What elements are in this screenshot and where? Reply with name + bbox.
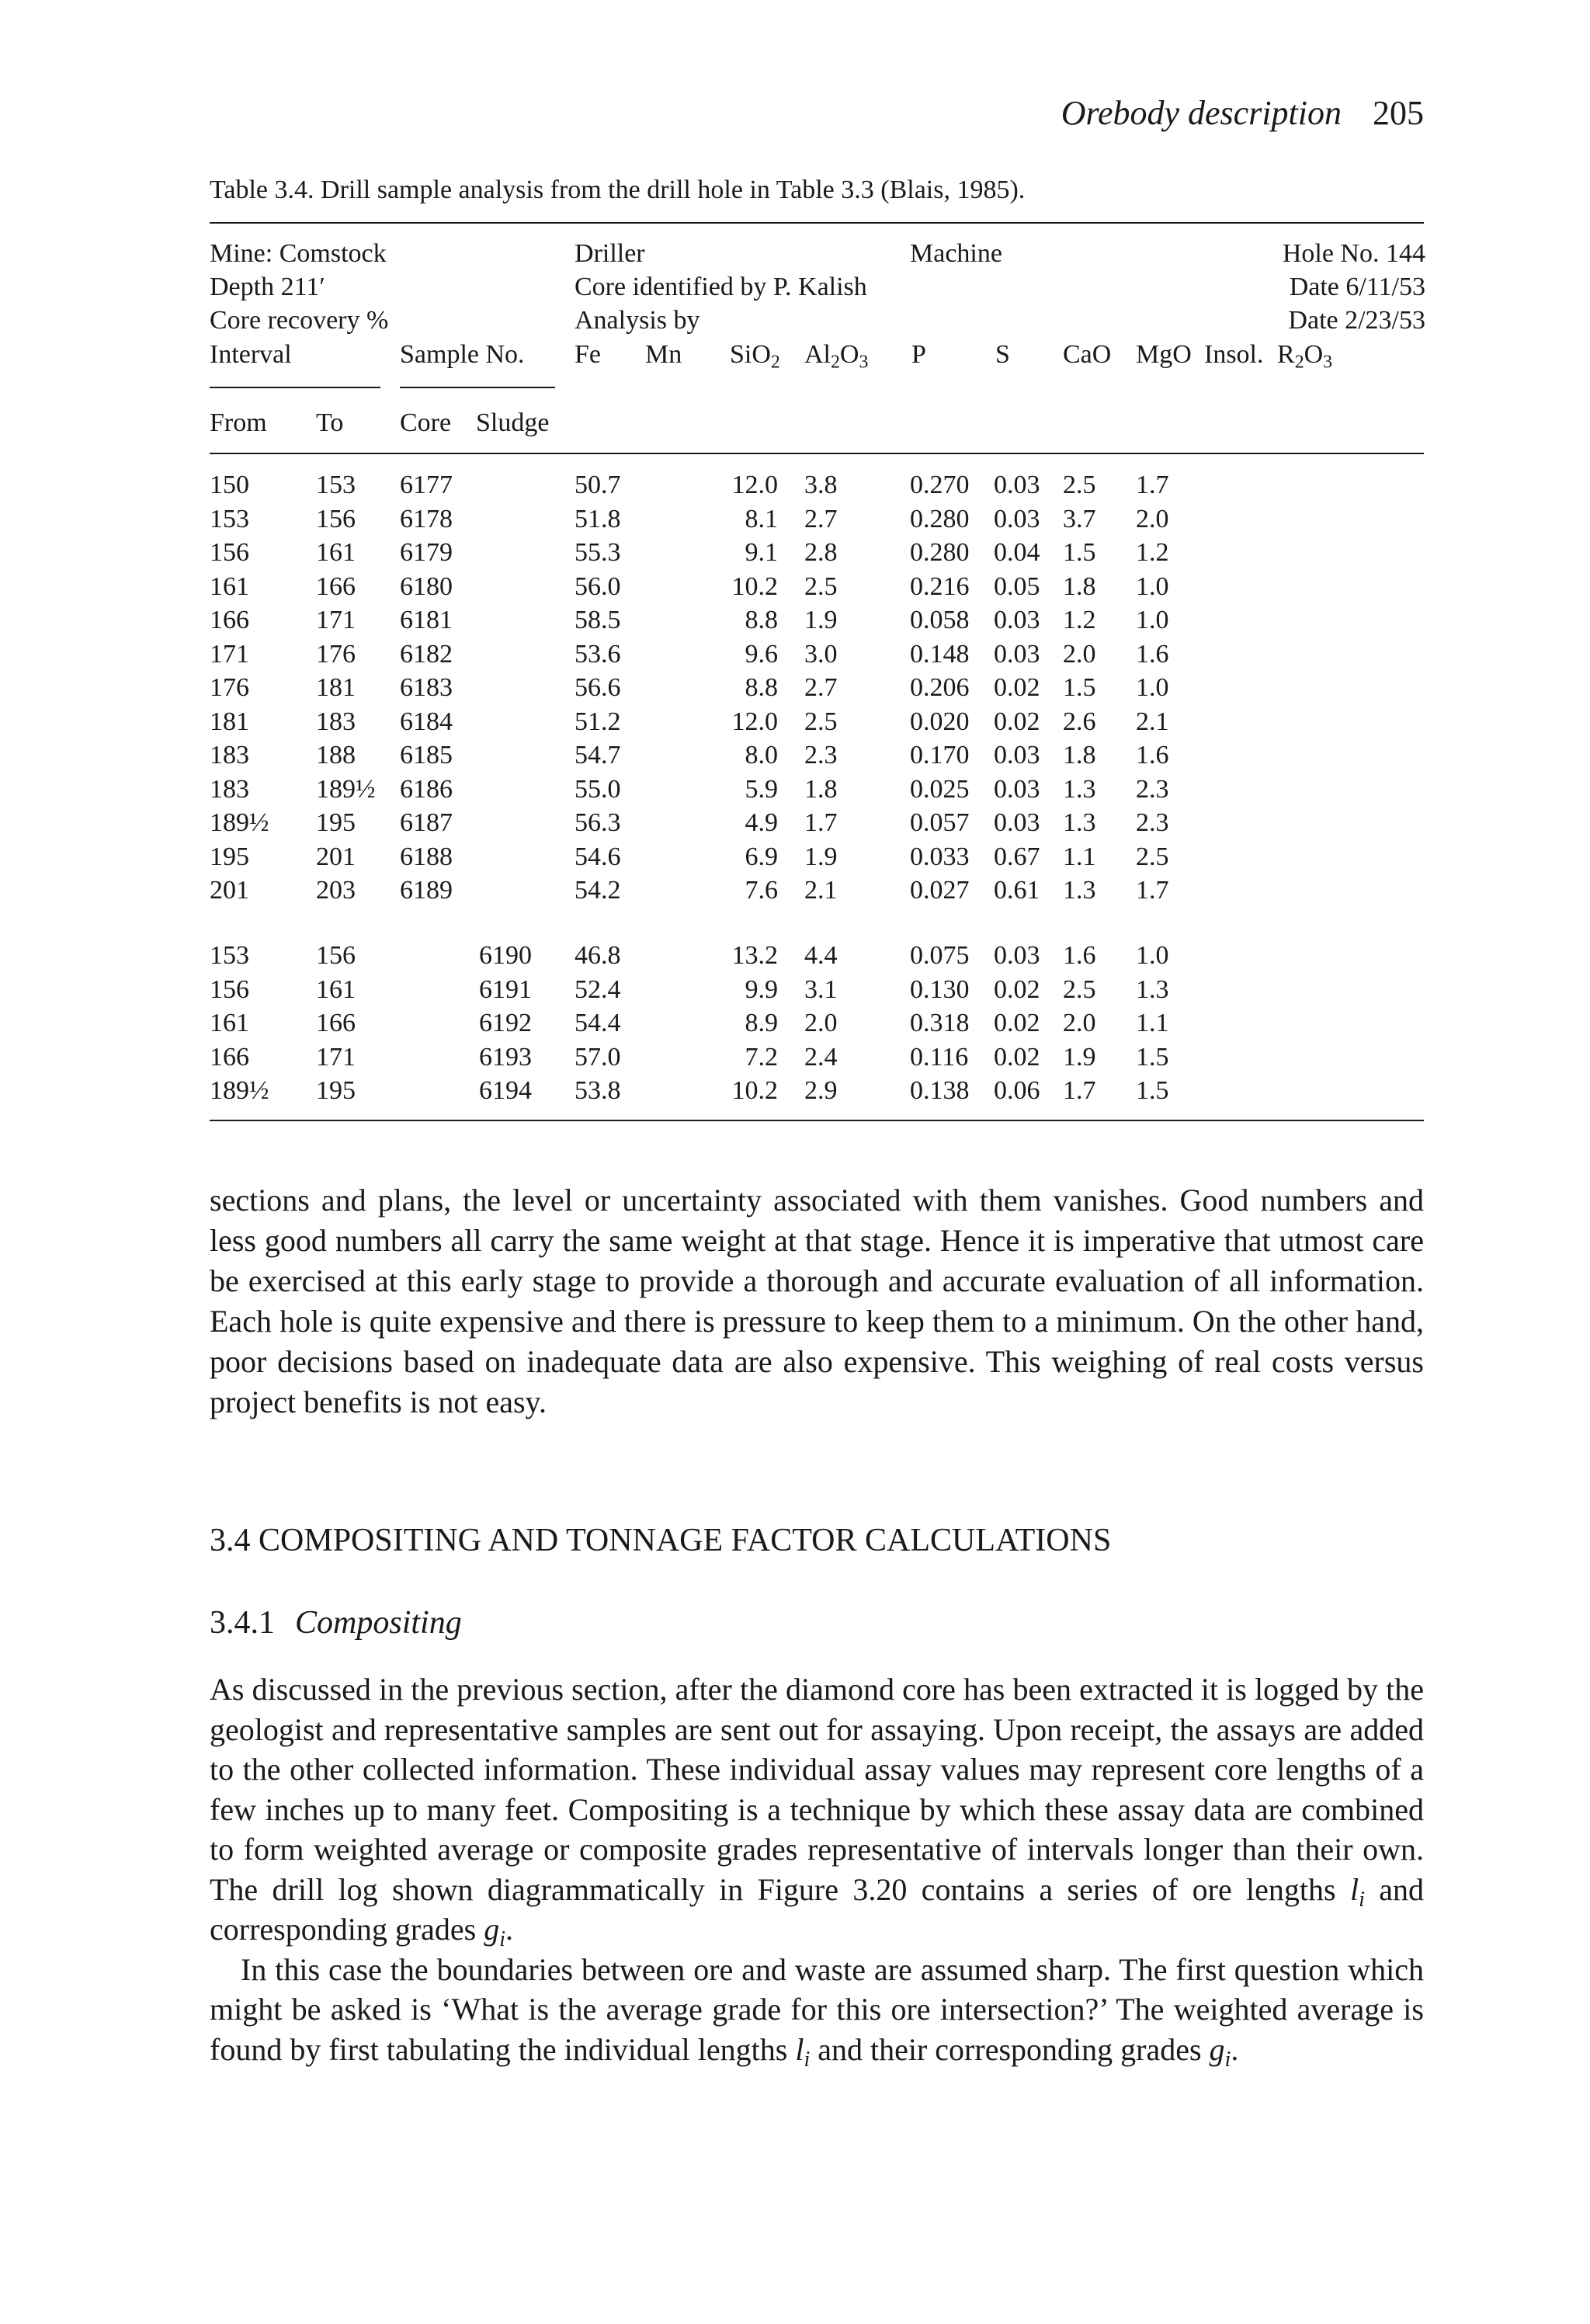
cell-to: 153	[316, 471, 356, 499]
cell-s: 0.67	[994, 842, 1040, 871]
cell-p: 0.025	[910, 775, 970, 804]
cell-al2o3: 3.1	[804, 975, 838, 1004]
cell-s: 0.02	[994, 707, 1040, 736]
depth-label: Depth 211′	[210, 273, 325, 301]
cell-to: 195	[316, 1076, 356, 1105]
cell-s: 0.03	[994, 775, 1040, 804]
cell-mgo: 1.1	[1136, 1009, 1169, 1037]
cell-al2o3: 2.8	[804, 538, 838, 567]
cell-from: 201	[210, 876, 249, 905]
cell-p: 0.280	[910, 538, 970, 567]
cell-sample: 6192	[479, 1009, 532, 1037]
cell-fe: 54.6	[575, 842, 621, 871]
hole-no-label: Hole No. 144	[1282, 239, 1425, 268]
cell-al2o3: 2.5	[804, 707, 838, 736]
col-from: From	[210, 408, 267, 437]
cell-al2o3: 1.9	[804, 606, 838, 634]
cell-al2o3: 2.5	[804, 572, 838, 601]
cell-al2o3: 4.4	[804, 941, 838, 970]
cell-to: 156	[316, 941, 356, 970]
cell-from: 161	[210, 572, 249, 601]
cell-cao: 1.9	[1063, 1043, 1096, 1072]
cell-sample: 6186	[400, 775, 453, 804]
cell-p: 0.075	[910, 941, 970, 970]
driller-label: Driller	[575, 239, 645, 268]
cell-mgo: 1.0	[1136, 941, 1169, 970]
table-bottom-rule	[210, 1120, 1424, 1121]
col-al2o3: $Al_2O_3$	[804, 340, 869, 373]
cell-s: 0.03	[994, 941, 1040, 970]
cell-s: 0.03	[994, 606, 1040, 634]
cell-al2o3: 2.7	[804, 673, 838, 702]
cell-mgo: 1.6	[1136, 741, 1169, 769]
cell-to: 188	[316, 741, 356, 769]
cell-s: 0.03	[994, 505, 1040, 533]
cell-cao: 1.7	[1063, 1076, 1096, 1105]
cell-sio2: 9.1	[745, 538, 778, 567]
core-recovery-label: Core recovery %	[210, 306, 389, 335]
cell-p: 0.138	[910, 1076, 970, 1105]
cell-to: 181	[316, 673, 356, 702]
body-text-compositing	[210, 1669, 1425, 2072]
cell-al2o3: 2.9	[804, 1076, 838, 1105]
cell-s: 0.61	[994, 876, 1040, 905]
cell-to: 166	[316, 572, 356, 601]
cell-sio2: 12.0	[731, 471, 778, 499]
cell-from: 156	[210, 975, 249, 1004]
cell-p: 0.027	[910, 876, 970, 905]
cell-sample: 6178	[400, 505, 453, 533]
col-sample-no: Sample No.	[400, 340, 525, 369]
cell-mgo: 1.0	[1136, 572, 1169, 601]
cell-cao: 1.3	[1063, 876, 1096, 905]
cell-to: 171	[316, 606, 356, 634]
cell-cao: 2.0	[1063, 1009, 1096, 1037]
cell-cao: 3.7	[1063, 505, 1096, 533]
body-text-continued	[210, 1180, 1424, 1423]
cell-s: 0.02	[994, 975, 1040, 1004]
cell-al2o3: 3.0	[804, 640, 838, 669]
cell-sample: 6179	[400, 538, 453, 567]
cell-sio2: 10.2	[731, 1076, 778, 1105]
cell-sio2: 8.8	[745, 673, 778, 702]
cell-s: 0.03	[994, 741, 1040, 769]
cell-sample: 6187	[400, 808, 453, 837]
machine-label: Machine	[910, 239, 1002, 268]
cell-cao: 1.3	[1063, 775, 1096, 804]
cell-to: 201	[316, 842, 356, 871]
cell-fe: 50.7	[575, 471, 621, 499]
analysis-by-label: Analysis by	[575, 306, 700, 335]
cell-mgo: 2.5	[1136, 842, 1169, 871]
cell-cao: 2.0	[1063, 640, 1096, 669]
cell-sio2: 7.2	[745, 1043, 778, 1072]
date-1-label: Date 6/11/53	[1289, 273, 1425, 301]
col-sio2: SiO$_2$	[730, 340, 780, 373]
cell-s: 0.02	[994, 1043, 1040, 1072]
col-mgo: MgO	[1136, 340, 1192, 369]
cell-fe: 56.3	[575, 808, 621, 837]
paragraph-3: In this case the boundaries between ore and waste are assumed sharp. The first question which might be asked is ‘What is the average grade for this ore intersection?’ The weighted average is found by first tabulating the individual lengths $l_i$ and their corresponding grades $g_i$.	[210, 1951, 1424, 2072]
cell-sample: 6177	[400, 471, 453, 499]
cell-sample: 6191	[479, 975, 532, 1004]
cell-sample: 6183	[400, 673, 453, 702]
cell-sio2: 8.0	[745, 741, 778, 769]
cell-s: 0.06	[994, 1076, 1040, 1105]
col-fe: Fe	[575, 340, 601, 369]
cell-cao: 1.5	[1063, 673, 1096, 702]
cell-cao: 1.2	[1063, 606, 1096, 634]
cell-from: 189½	[210, 1076, 269, 1105]
cell-from: 166	[210, 606, 249, 634]
cell-sample: 6185	[400, 741, 453, 769]
cell-mgo: 1.6	[1136, 640, 1169, 669]
cell-from: 153	[210, 941, 249, 970]
cell-fe: 55.0	[575, 775, 621, 804]
col-to: To	[316, 408, 344, 437]
paragraph-1: sections and plans, the level or uncertainty associated with them vanishes. Good numbers and less good numbers all carry the same weight at that stage. Hence it is imperative that utmost care be exercised at this early stage to provide a thorough and accurate evaluation of all information. Each hole is quite expensive and there is pressure to keep them to a minimum. On the other hand, poor decisions based on inadequate data are also expensive. This weighing of real costs versus project benefits is not easy.	[210, 1183, 1424, 1419]
cell-mgo: 2.1	[1136, 707, 1169, 736]
subsection-heading	[210, 1604, 462, 1641]
cell-cao: 2.6	[1063, 707, 1096, 736]
running-title: Orebody description	[1061, 94, 1342, 132]
cell-fe: 56.0	[575, 572, 621, 601]
col-interval: Interval	[210, 340, 292, 369]
cell-p: 0.206	[910, 673, 970, 702]
cell-fe: 51.2	[575, 707, 621, 736]
cell-mgo: 1.7	[1136, 876, 1169, 905]
cell-sample: 6188	[400, 842, 453, 871]
page-number: 205	[1373, 94, 1424, 132]
cell-cao: 1.3	[1063, 808, 1096, 837]
col-s: S	[995, 340, 1010, 369]
cell-fe: 52.4	[575, 975, 621, 1004]
cell-sample: 6184	[400, 707, 453, 736]
cell-sio2: 9.9	[745, 975, 778, 1004]
cell-fe: 53.6	[575, 640, 621, 669]
cell-fe: 54.7	[575, 741, 621, 769]
cell-al2o3: 3.8	[804, 471, 838, 499]
cell-from: 166	[210, 1043, 249, 1072]
cell-sio2: 8.1	[745, 505, 778, 533]
cell-fe: 58.5	[575, 606, 621, 634]
table-caption: Table 3.4. Drill sample analysis from the drill hole in Table 3.3 (Blais, 1985).	[210, 175, 1026, 204]
cell-cao: 2.5	[1063, 975, 1096, 1004]
cell-to: 161	[316, 538, 356, 567]
cell-sample: 6190	[479, 941, 532, 970]
cell-al2o3: 2.7	[804, 505, 838, 533]
cell-sio2: 12.0	[731, 707, 778, 736]
cell-to: 161	[316, 975, 356, 1004]
cell-sample: 6180	[400, 572, 453, 601]
cell-sio2: 7.6	[745, 876, 778, 905]
cell-p: 0.058	[910, 606, 970, 634]
cell-al2o3: 1.8	[804, 775, 838, 804]
cell-p: 0.057	[910, 808, 970, 837]
cell-fe: 56.6	[575, 673, 621, 702]
cell-cao: 1.8	[1063, 572, 1096, 601]
cell-mgo: 1.2	[1136, 538, 1169, 567]
cell-s: 0.02	[994, 1009, 1040, 1037]
table-header-rule	[210, 453, 1424, 454]
cell-p: 0.280	[910, 505, 970, 533]
cell-to: 203	[316, 876, 356, 905]
cell-al2o3: 2.3	[804, 741, 838, 769]
cell-from: 189½	[210, 808, 269, 837]
cell-s: 0.03	[994, 808, 1040, 837]
cell-from: 183	[210, 741, 249, 769]
cell-s: 0.03	[994, 640, 1040, 669]
cell-mgo: 2.0	[1136, 505, 1169, 533]
date-2-label: Date 2/23/53	[1288, 306, 1425, 335]
cell-mgo: 2.3	[1136, 808, 1169, 837]
cell-from: 176	[210, 673, 249, 702]
subsection-number: 3.4.1	[210, 1605, 275, 1641]
cell-al2o3: 1.7	[804, 808, 838, 837]
col-r2o3: $R_2O_3$	[1277, 340, 1333, 373]
cell-sample: 6182	[400, 640, 453, 669]
cell-from: 161	[210, 1009, 249, 1037]
cell-sio2: 8.9	[745, 1009, 778, 1037]
cell-p: 0.033	[910, 842, 970, 871]
cell-from: 156	[210, 538, 249, 567]
col-insol: Insol.	[1204, 340, 1264, 369]
cell-mgo: 2.3	[1136, 775, 1169, 804]
cell-mgo: 1.0	[1136, 673, 1169, 702]
subsection-title: Compositing	[295, 1605, 462, 1641]
col-p: P	[911, 340, 926, 369]
sample-no-rule	[400, 387, 555, 388]
cell-p: 0.270	[910, 471, 970, 499]
cell-to: 195	[316, 808, 356, 837]
section-heading: 3.4 COMPOSITING AND TONNAGE FACTOR CALCULATIONS	[210, 1523, 1112, 1558]
cell-cao: 2.5	[1063, 471, 1096, 499]
cell-al2o3: 1.9	[804, 842, 838, 871]
cell-cao: 1.8	[1063, 741, 1096, 769]
cell-sio2: 5.9	[745, 775, 778, 804]
cell-sio2: 10.2	[731, 572, 778, 601]
cell-s: 0.05	[994, 572, 1040, 601]
cell-mgo: 1.5	[1136, 1043, 1169, 1072]
cell-sample: 6194	[479, 1076, 532, 1105]
cell-mgo: 1.7	[1136, 471, 1169, 499]
col-sludge: Sludge	[476, 408, 550, 437]
cell-fe: 54.2	[575, 876, 621, 905]
cell-from: 150	[210, 471, 249, 499]
paragraph-2: As discussed in the previous section, after the diamond core has been extracted it is logged by the geologist and representative samples are sent out for assaying. Upon receipt, the assays are added to the other collected information. These individual assay values may represent core lengths of a few inches up to many feet. Compositing is a technique by which these assay data are combined to form weighted average or composite grades representative of intervals longer than their own. The drill log shown diagrammatically in Figure 3.20 contains a series of ore lengths $l_i$ and corresponding grades $g_i$.	[210, 1672, 1425, 1951]
cell-sio2: 9.6	[745, 640, 778, 669]
cell-fe: 54.4	[575, 1009, 621, 1037]
cell-cao: 1.5	[1063, 538, 1096, 567]
cell-fe: 51.8	[575, 505, 621, 533]
cell-mgo: 1.3	[1136, 975, 1169, 1004]
cell-sio2: 6.9	[745, 842, 778, 871]
cell-al2o3: 2.1	[804, 876, 838, 905]
cell-to: 189½	[316, 775, 376, 804]
cell-fe: 55.3	[575, 538, 621, 567]
col-mn: Mn	[645, 340, 682, 369]
cell-sample: 6189	[400, 876, 453, 905]
cell-sample: 6181	[400, 606, 453, 634]
col-core: Core	[400, 408, 452, 437]
core-identified-label: Core identified by P. Kalish	[575, 273, 867, 301]
cell-sample: 6193	[479, 1043, 532, 1072]
cell-p: 0.318	[910, 1009, 970, 1037]
cell-from: 153	[210, 505, 249, 533]
cell-to: 176	[316, 640, 356, 669]
cell-to: 156	[316, 505, 356, 533]
table-top-rule	[210, 222, 1424, 224]
cell-sio2: 13.2	[731, 941, 778, 970]
cell-to: 166	[316, 1009, 356, 1037]
cell-al2o3: 2.4	[804, 1043, 838, 1072]
cell-s: 0.03	[994, 471, 1040, 499]
cell-p: 0.130	[910, 975, 970, 1004]
cell-fe: 46.8	[575, 941, 621, 970]
cell-mgo: 1.5	[1136, 1076, 1169, 1105]
col-cao: CaO	[1063, 340, 1112, 369]
cell-p: 0.020	[910, 707, 970, 736]
cell-mgo: 1.0	[1136, 606, 1169, 634]
cell-p: 0.170	[910, 741, 970, 769]
mine-label: Mine: Comstock	[210, 239, 387, 268]
running-head	[1061, 93, 1424, 133]
cell-s: 0.04	[994, 538, 1040, 567]
interval-rule	[210, 387, 380, 388]
cell-cao: 1.6	[1063, 941, 1096, 970]
cell-from: 183	[210, 775, 249, 804]
cell-to: 171	[316, 1043, 356, 1072]
cell-from: 171	[210, 640, 249, 669]
cell-p: 0.216	[910, 572, 970, 601]
cell-fe: 53.8	[575, 1076, 621, 1105]
cell-s: 0.02	[994, 673, 1040, 702]
cell-cao: 1.1	[1063, 842, 1096, 871]
cell-from: 195	[210, 842, 249, 871]
cell-from: 181	[210, 707, 249, 736]
cell-sio2: 4.9	[745, 808, 778, 837]
cell-to: 183	[316, 707, 356, 736]
cell-fe: 57.0	[575, 1043, 621, 1072]
cell-sio2: 8.8	[745, 606, 778, 634]
cell-al2o3: 2.0	[804, 1009, 838, 1037]
cell-p: 0.116	[910, 1043, 969, 1072]
cell-p: 0.148	[910, 640, 970, 669]
